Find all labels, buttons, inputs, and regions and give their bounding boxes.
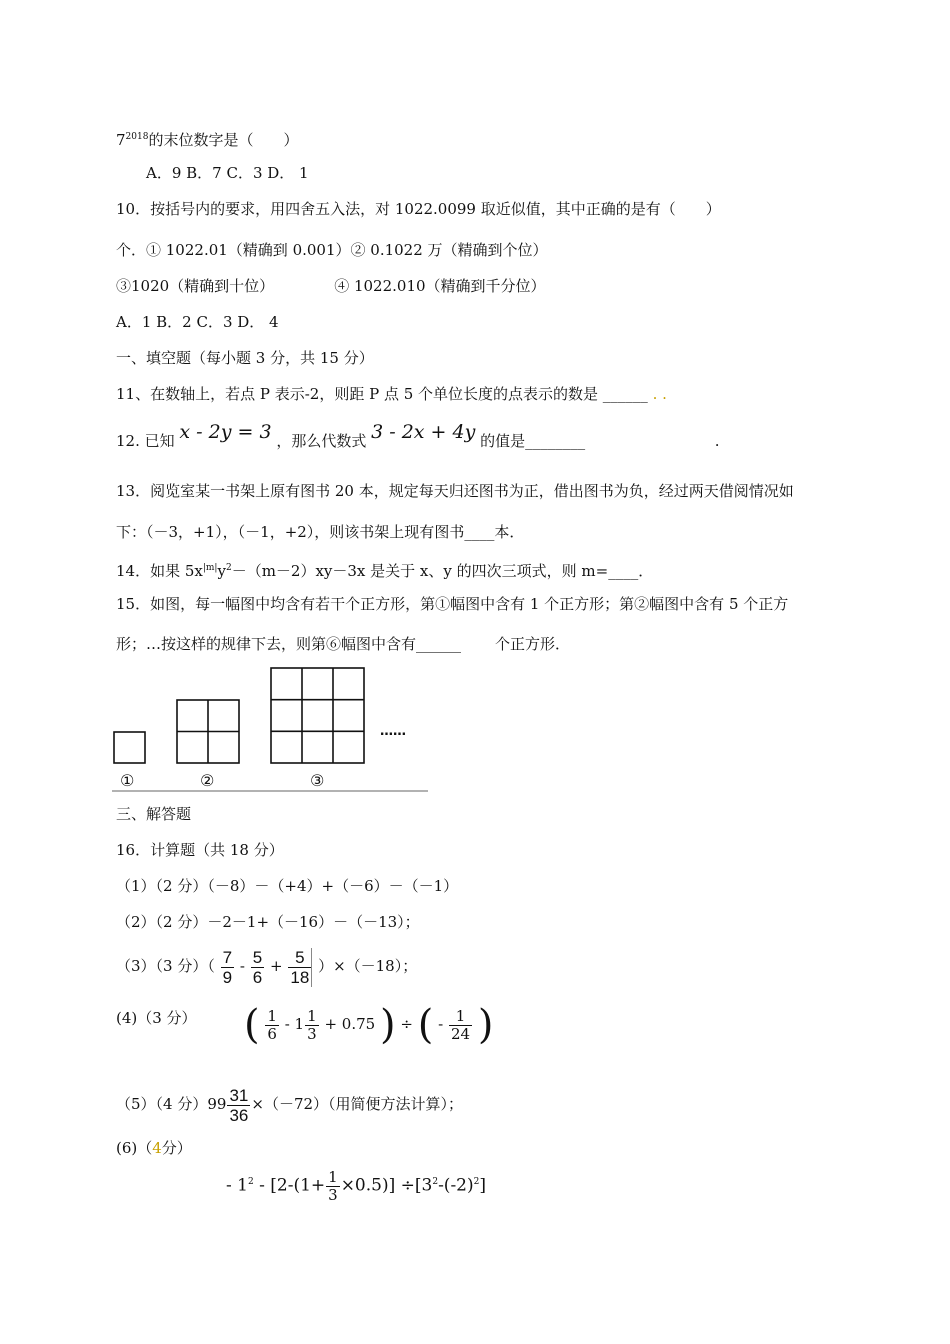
q15-line2a: 形；…按这样的规律下去，则第⑥幅图中含有______ — [116, 635, 462, 653]
q16-part1: （1）（2 分）（－8）－（+4）+（－6）－（－1） — [116, 877, 459, 895]
q10-stem: 10．按括号内的要求，用四舍五入法，对 1022.0099 取近似值，其中正确的是有（ ） — [116, 200, 721, 218]
q14-abs-m: |m| — [202, 563, 218, 573]
q9-exponent: 2018 — [125, 132, 149, 142]
q15-line1: 15．如图，每一幅图中均含有若干个正方形，第①幅图中含有 1 个正方形；第②幅图中含有 5 个正方 — [116, 595, 789, 613]
q16-p4-close-paren-2: ) — [477, 1002, 494, 1048]
q16-p4-fraction-3: $\frac{1}{24}$ — [450, 1006, 471, 1043]
figure-label-1: ① — [120, 771, 135, 790]
q16-part6-expression: - $1^2 - [2-(1+$ $\frac{1}{3}$ $\times 0.5)] \div[3^2-(-2)^2]$ — [226, 1167, 487, 1204]
q13-line1: 13．阅览室某一书架上原有图书 20 本，规定每天归还图书为正，借出图书为负，经过两天借阅情况如 — [116, 482, 794, 500]
q15-line2b: 个正方形． — [495, 635, 571, 653]
q10-line2: 个．① 1022.01（精确到 0.001）② 0.1022 万（精确到个位） — [116, 241, 548, 259]
q16-part2: （2）（2 分）－2－1+（－16）－（－13）； — [116, 913, 420, 931]
q14-y-exp: 2 — [225, 563, 232, 573]
q16-p4-divide: ÷ — [400, 1015, 413, 1033]
q16-p4-fraction-1: $\frac{1}{6}$ — [267, 1006, 277, 1043]
q11 — [116, 384, 667, 404]
q12-equation: x - 2y = 3 — [179, 421, 272, 443]
q10-option3: ③1020（精确到十位） — [116, 277, 275, 295]
q9-text: 的末位数字是（ ） — [148, 131, 299, 149]
figure-2-squares — [177, 700, 239, 763]
q9-base: 7 — [116, 131, 126, 149]
q12-mid: ，那么代数式 — [276, 432, 367, 450]
q16-p4-open-paren-2: ( — [417, 1002, 434, 1048]
q16-p3-minus: - — [239, 957, 245, 975]
q12-prefix: 12. 已知 — [116, 432, 175, 450]
section-fill-heading: 一、填空题（每小题 3 分，共 15 分） — [116, 349, 374, 367]
q11-text: 11、在数轴上，若点 P 表示-2，则距 P 点 5 个单位长度的点表示的数是 ______ — [116, 385, 648, 403]
q16-p4-plus: + 0.75 — [324, 1015, 376, 1033]
figure-ellipsis: …… — [380, 724, 406, 739]
q16-p3-plus: + — [270, 957, 283, 975]
q15-squares-figure — [112, 665, 428, 793]
q12-end: . — [714, 432, 720, 450]
q16-p3-fraction-2: $\frac{5}{6}$ — [252, 947, 263, 987]
q14-suffix: －（m－2）xy－3x 是关于 x、y 的四次三项式，则 m=____． — [231, 562, 654, 580]
q16-p4-open-paren: ( — [244, 1002, 260, 1048]
q16-p5-label: （5）（4 分）99 — [116, 1095, 227, 1113]
q14-prefix: 14．如果 5x — [116, 562, 203, 580]
q16-p3-tail: ）×（－18）； — [318, 957, 418, 975]
q16-p5-fraction: $\frac{31}{36}$ — [229, 1085, 249, 1125]
q15-line2 — [116, 634, 570, 654]
q16-p4-close-paren: ) — [379, 1002, 396, 1048]
q16-part5 — [116, 1080, 463, 1128]
q16-p4-minus: - 1 — [284, 1015, 305, 1033]
q16-p6-fraction: $\frac{1}{3}$ — [328, 1167, 338, 1204]
figure-label-2: ② — [200, 771, 215, 790]
q16-p3-label: （3）（3 分）（ — [116, 957, 215, 975]
q16-part4-expression — [244, 1000, 493, 1048]
q14 — [116, 558, 653, 581]
q10-option4: ④ 1022.010（精确到千分位） — [334, 277, 546, 295]
figure-label-3: ③ — [310, 771, 325, 790]
q10-line3 — [116, 276, 546, 296]
q14-y: y — [217, 562, 226, 580]
q16-part3 — [116, 942, 417, 990]
q13-line2: 下：（－3，+1），（－1，+2），则该书架上现有图书____本． — [116, 523, 525, 541]
q16-part4-label: (4)（3 分） — [116, 1009, 197, 1027]
figure-3-squares — [271, 668, 364, 763]
q9-stem — [116, 127, 298, 150]
section-solve-heading: 三、解答题 — [116, 805, 192, 823]
q10-options: A．1 B．2 C．3 D． 4 — [116, 313, 279, 331]
figure-1-squares — [114, 732, 145, 763]
q12 — [116, 421, 720, 455]
q9-options: A．9 B．7 C．3 D． 1 — [146, 164, 309, 182]
q16-part6-label: (6)（4分） — [116, 1139, 192, 1157]
q12-suffix: 的值是________ — [480, 432, 586, 450]
q16-p4-fraction-2: $\frac{1}{3}$ — [307, 1006, 317, 1043]
q16-p5-tail: ×（－72）（用简便方法计算）； — [251, 1095, 464, 1113]
q16-title: 16．计算题（共 18 分） — [116, 841, 284, 859]
q12-expression: 3 - 2x + 4y — [371, 421, 476, 443]
q16-p3-fraction-3: $\frac{5}{18}$ — [288, 948, 312, 987]
q16-p3-fraction-1: $\frac{7}{9}$ — [222, 947, 233, 987]
q11-dots: . . — [652, 385, 667, 403]
q16-p4-negative: - — [438, 1015, 444, 1033]
